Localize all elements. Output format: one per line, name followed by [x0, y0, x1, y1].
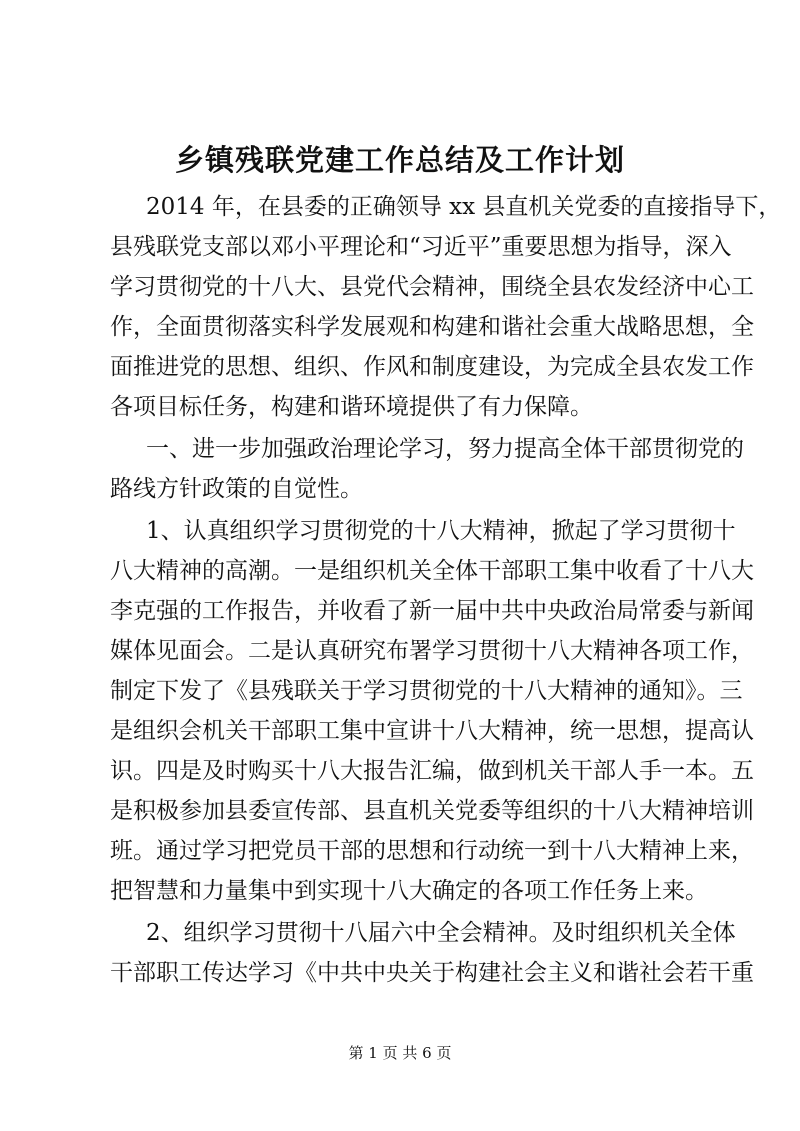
- text-line: 八大精神的高潮。一是组织机关全体干部职工集中收看了十八大: [110, 558, 754, 584]
- section-heading-1: [110, 429, 744, 509]
- paragraph-item-1: [110, 511, 754, 911]
- paragraph-item-2: [110, 913, 754, 993]
- text-line: 作，全面贯彻落实科学发展观和构建和谐社会重大战略思想，全: [110, 314, 754, 340]
- text-line: 各项目标任务，构建和谐环境提供了有力保障。: [110, 394, 593, 420]
- text-line: 班。通过学习把党员干部的思想和行动统一到十八大精神上来，: [110, 838, 754, 864]
- text-line: 1、认真组织学习贯彻党的十八大精神，掀起了学习贯彻十: [146, 518, 736, 544]
- text-line: 学习贯彻党的十八大、县党代会精神，围绕全县农发经济中心工: [110, 274, 754, 300]
- text-line: 把智慧和力量集中到实现十八大确定的各项工作任务上来。: [110, 878, 708, 904]
- text-line: 识。四是及时购买十八大报告汇编，做到机关干部人手一本。五: [110, 758, 754, 784]
- page-number-footer: 第 1 页 共 6 页: [348, 1044, 452, 1062]
- text-line: 干部职工传达学习《中共中央关于构建社会主义和谐社会若干重: [110, 960, 754, 986]
- text-line: 2014 年，在县委的正确领导 xx 县直机关党委的直接指导下，: [146, 194, 782, 220]
- text-line: 路线方针政策的自觉性。: [110, 476, 363, 502]
- text-line: 面推进党的思想、组织、作风和制度建设，为完成全县农发工作: [110, 354, 754, 380]
- text-line: 2、组织学习贯彻十八届六中全会精神。及时组织机关全体: [146, 920, 736, 946]
- text-line: 是组织会机关干部职工集中宣讲十八大精神，统一思想，提高认: [110, 718, 754, 744]
- text-line: 媒体见面会。二是认真研究布署学习贯彻十八大精神各项工作，: [110, 638, 754, 664]
- text-line: 是积极参加县委宣传部、县直机关党委等组织的十八大精神培训: [110, 798, 754, 824]
- text-line: 县残联党支部以邓小平理论和“习近平”重要思想为指导，深入: [110, 234, 732, 260]
- text-line: 李克强的工作报告，并收看了新一届中共中央政治局常委与新闻: [110, 598, 754, 624]
- paragraph-intro: [110, 187, 782, 427]
- text-line: 一、进一步加强政治理论学习，努力提高全体干部贯彻党的: [146, 436, 744, 462]
- text-line: 制定下发了《县残联关于学习贯彻党的十八大精神的通知》。三: [110, 678, 743, 704]
- document-title: 乡镇残联党建工作总结及工作计划: [174, 143, 625, 177]
- document-body: [110, 187, 782, 993]
